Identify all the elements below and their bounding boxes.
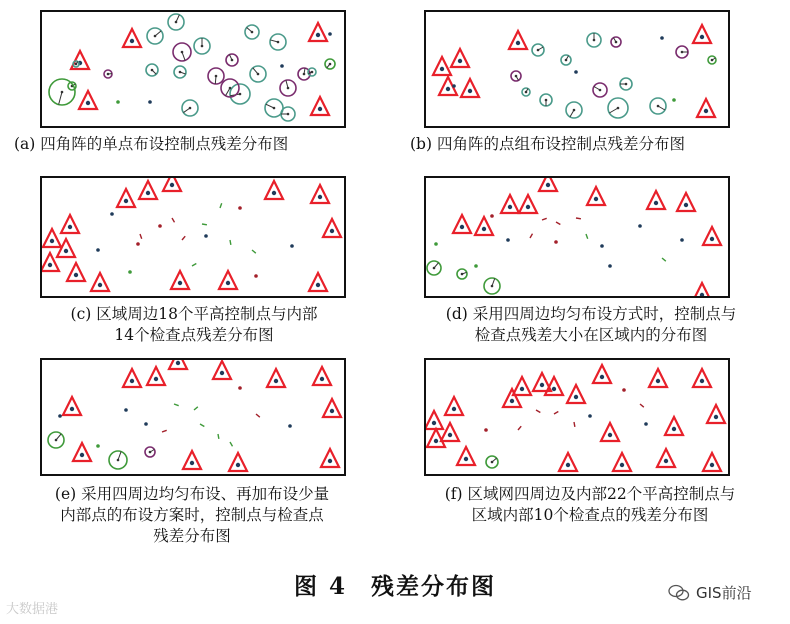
panel-d-plot [426,178,728,296]
residual-vector [530,234,533,238]
control-point-triangle [587,187,605,205]
residual-vector [174,404,179,406]
residual-vector [556,222,560,225]
panel-c-plot [42,178,344,296]
residual-circle [522,88,530,96]
wechat-icon [668,584,690,602]
panel-f-plot [426,360,728,474]
residual-circle [173,43,191,61]
residual-vector [576,218,581,219]
caption-a [14,134,288,155]
caption-c-line-1: (c) 区域周边18个平高控制点与内部 [70,305,318,323]
check-point-dot [474,264,478,268]
control-point-triangle [433,57,451,75]
watermark-left-text: 大数据港 [6,602,59,617]
check-point-dot [288,424,292,428]
watermark-left [6,598,58,617]
panel-c [40,176,346,298]
check-point-dot [484,428,488,432]
control-point-triangle [267,369,285,387]
panel-b-plot [426,12,728,126]
figure-title-text: 残差分布图 [371,573,496,600]
caption-f-line-1: (f) 区域网四周边及内部22个平高控制点与 [444,485,736,503]
residual-circle [208,68,224,84]
check-point-dot [136,242,140,246]
control-point-triangle [451,49,469,67]
residual-vector [220,203,222,208]
residual-vector [640,404,644,407]
residual-circle [561,55,571,65]
residual-circle [708,56,716,64]
control-point-triangle [139,181,157,199]
residual-vector [542,218,547,220]
check-point-dot [554,240,558,244]
residual-vector [230,442,233,446]
check-point-dot [144,422,148,426]
panel-a-plot [42,12,344,126]
residual-circle [587,33,601,47]
residual-vector [586,234,588,239]
check-point-dot [96,248,100,252]
control-point-triangle [665,417,683,435]
control-point-triangle [441,423,459,441]
residual-circle [593,83,607,97]
control-point-triangle [171,271,189,289]
residual-circle [566,102,582,118]
control-point-triangle [539,178,557,191]
residual-circle [280,80,296,96]
residual-circle [168,14,184,30]
residual-vector [256,414,260,417]
residual-circle [650,98,666,114]
control-point-triangle [321,449,339,467]
caption-f-line-2: 区域内部10个检查点的残差分布图 [471,506,709,524]
residual-vector [200,424,204,427]
check-point-dot [238,386,242,390]
residual-circle [230,84,250,104]
check-point-dot [124,408,128,412]
check-point-dot [588,414,592,418]
check-point-dot [660,36,664,40]
residual-circle [325,59,335,69]
residual-circle [608,98,628,118]
control-point-triangle [649,369,667,387]
residual-circle [49,79,75,105]
control-point-triangle [219,271,237,289]
control-point-triangle [229,453,247,471]
check-point-dot [328,32,332,36]
residual-vector [202,224,207,225]
caption-d [396,304,786,346]
control-point-triangle [265,181,283,199]
control-point-triangle [123,369,141,387]
control-point-triangle [309,273,327,291]
residual-circle [194,38,210,54]
watermark-right-text: GIS前沿 [696,584,752,602]
panel-f [424,358,730,476]
residual-circle [457,269,467,279]
residual-circle [532,44,544,56]
panel-e [40,358,346,476]
control-point-triangle [309,23,327,41]
caption-e-line-3: 残差分布图 [153,527,231,545]
residual-circle [427,261,441,275]
control-point-triangle [63,397,81,415]
residual-vector [252,250,256,253]
residual-circle [540,94,552,106]
residual-circle [486,456,498,468]
residual-circle [104,70,112,78]
panel-e-plot [42,360,344,474]
control-point-triangle [311,185,329,203]
control-point-triangle [91,273,109,291]
caption-c [14,304,374,346]
control-point-triangle [445,397,463,415]
residual-circle [182,100,198,116]
caption-e-line-1: (e) 采用四周边均匀布设、再加布设少量 [54,485,330,503]
panel-a [40,10,346,128]
residual-circle [611,37,621,47]
control-point-triangle [593,365,611,383]
residual-circle [48,432,64,448]
check-point-dot [622,388,626,392]
control-point-triangle [513,377,531,395]
check-point-dot [644,422,648,426]
caption-f [392,484,788,526]
check-point-dot [574,70,578,74]
residual-circle [511,71,521,81]
residual-vector [172,218,175,222]
control-point-triangle [457,447,475,465]
residual-vector [574,422,575,427]
control-point-triangle [503,389,521,407]
residual-vector [182,236,185,240]
residual-circle [484,278,500,294]
panel-b [424,10,730,128]
control-point-triangle [703,453,721,471]
residual-circle [250,66,266,82]
control-point-triangle [79,91,97,109]
check-point-dot [672,98,676,102]
residual-circle [676,46,688,58]
residual-vector [194,407,198,410]
check-point-dot [452,84,456,88]
check-point-dot [254,274,258,278]
control-point-triangle [677,193,695,211]
check-point-dot [280,64,284,68]
control-point-triangle [117,189,135,207]
check-point-dot [148,100,152,104]
residual-circle [620,78,632,90]
check-point-dot [490,214,494,218]
residual-circle [281,107,295,121]
control-point-triangle [313,367,331,385]
check-point-dot [608,264,612,268]
control-point-triangle [323,399,341,417]
control-point-triangle [647,191,665,209]
residual-vector [162,430,167,432]
control-point-triangle [693,283,711,296]
residual-circle [174,66,186,78]
control-point-triangle [613,453,631,471]
check-point-dot [110,212,114,216]
residual-vector [140,234,142,239]
caption-b [410,134,685,155]
residual-vector [230,240,231,245]
residual-vector [518,426,521,430]
check-point-dot [680,238,684,242]
check-point-dot [638,224,642,228]
check-point-dot [96,444,100,448]
watermark-right [668,582,752,603]
control-point-triangle [567,385,585,403]
caption-a-line-1: (a) 四角阵的单点布设控制点残差分布图 [14,135,289,153]
residual-vector [536,410,540,413]
check-point-dot [116,100,120,104]
residual-circle [226,54,238,66]
residual-vector [662,258,666,261]
control-point-triangle [213,361,231,379]
control-point-triangle [601,423,619,441]
residual-circle [146,64,158,76]
control-point-triangle [519,195,537,213]
control-point-triangle [703,227,721,245]
caption-d-line-1: (d) 采用四周边均匀布设方式时，控制点与 [445,305,737,323]
control-point-triangle [147,367,165,385]
control-point-triangle [693,369,711,387]
control-point-triangle [559,453,577,471]
residual-circle [270,34,286,50]
control-point-triangle [323,219,341,237]
control-point-triangle [426,411,443,429]
residual-circle [109,451,127,469]
check-point-dot [290,244,294,248]
check-point-dot [238,206,242,210]
control-point-triangle [61,215,79,233]
residual-vector [192,264,196,267]
control-point-triangle [509,31,527,49]
control-point-triangle [657,449,675,467]
caption-e [4,484,380,547]
check-point-dot [600,244,604,248]
check-point-dot [204,234,208,238]
control-point-triangle [67,263,85,281]
control-point-triangle [453,215,471,233]
control-point-triangle [501,195,519,213]
check-point-dot [58,414,62,418]
control-point-triangle [123,29,141,47]
control-point-triangle [73,443,91,461]
panel-d [424,176,730,298]
check-point-dot [158,224,162,228]
caption-c-line-2: 14个检查点残差分布图 [114,326,274,344]
check-point-dot [128,270,132,274]
caption-e-line-2: 内部点的布设方案时，控制点与检查点 [60,506,324,524]
control-point-triangle [707,405,725,423]
check-point-dot [506,238,510,242]
residual-vector [554,412,558,415]
control-point-triangle [163,178,181,191]
control-point-triangle [693,25,711,43]
check-point-dot [434,242,438,246]
control-point-triangle [475,217,493,235]
caption-b-line-1: (b) 四角阵的点组布设控制点残差分布图 [410,135,685,153]
control-point-triangle [311,97,329,115]
caption-d-line-2: 检查点残差大小在区域内的分布图 [474,326,708,344]
residual-circle [245,25,259,39]
control-point-triangle [697,99,715,117]
figure-number: 图 4 [293,573,347,600]
control-point-triangle [183,451,201,469]
control-point-triangle [43,229,61,247]
control-point-triangle [461,79,479,97]
control-point-triangle [169,360,187,369]
residual-circle [147,28,163,44]
residual-circle [145,447,155,457]
residual-vector [218,434,219,439]
